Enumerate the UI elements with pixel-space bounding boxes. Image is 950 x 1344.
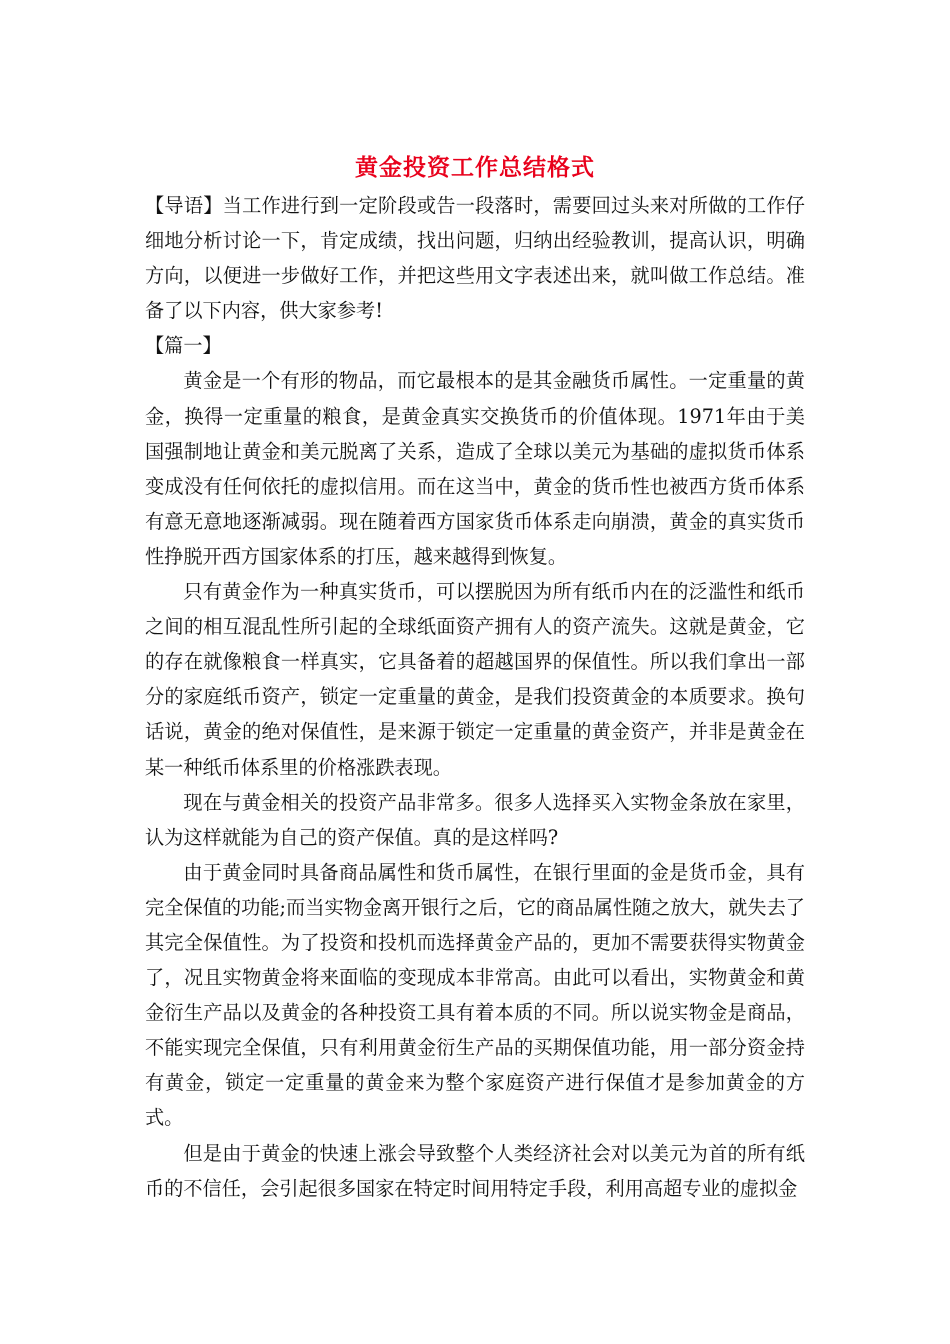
body-paragraph: 但是由于黄金的快速上涨会导致整个人类经济社会对以美元为首的所有纸币的不信任，会引起很多国家在特定时间用特定手段，利用高超专业的虚拟金 (145, 1141, 805, 1200)
body-paragraph: 现在与黄金相关的投资产品非常多。很多人选择买入实物金条放在家里，认为这样就能为自己的资产保值。真的是这样吗? (145, 790, 805, 849)
document-title: 黄金投资工作总结格式 (355, 154, 595, 181)
intro-paragraph: 【导语】当工作进行到一定阶段或告一段落时，需要回过头来对所做的工作仔细地分析讨论一下，肯定成绩，找出问题，归纳出经验教训，提高认识，明确方向，以便进一步做好工作，并把这些用文字表述出来，就叫做工作总结。准备了以下内容，供大家参考! (145, 194, 805, 323)
body-paragraph: 黄金是一个有形的物品，而它最根本的是其金融货币属性。一定重量的黄金，换得一定重量的粮食，是黄金真实交换货币的价值体现。1971年由于美国强制地让黄金和美元脱离了关系，造成了全球以美元为基础的虚拟货币体系变成没有任何依托的虚拟信用。而在这当中，黄金的货币性也被西方货币体系有意无意地逐渐减弱。现在随着西方国家货币体系走向崩溃，黄金的真实货币性挣脱开西方国家体系的打压，越来越得到恢复。 (145, 369, 805, 568)
section-label: 【篇一】 (145, 334, 222, 358)
body-paragraph: 只有黄金作为一种真实货币，可以摆脱因为所有纸币内在的泛滥性和纸币之间的相互混乱性所引起的全球纸面资产拥有人的资产流失。这就是黄金，它的存在就像粮食一样真实，它具备着的超越国界的保值性。所以我们拿出一部分的家庭纸币资产，锁定一定重量的黄金，是我们投资黄金的本质要求。换句话说，黄金的绝对保值性，是来源于锁定一定重量的黄金资产，并非是黄金在某一种纸币体系里的价格涨跌表现。 (145, 580, 805, 779)
document-body (145, 150, 805, 1206)
body-paragraph: 由于黄金同时具备商品属性和货币属性，在银行里面的金是货币金，具有完全保值的功能;而当实物金离开银行之后，它的商品属性随之放大，就失去了其完全保值性。为了投资和投机而选择黄金产品的，更加不需要获得实物黄金了，况且实物黄金将来面临的变现成本非常高。由此可以看出，实物黄金和黄金衍生产品以及黄金的各种投资工具有着本质的不同。所以说实物金是商品，不能实现完全保值，只有利用黄金衍生产品的买期保值功能，用一部分资金持有黄金，锁定一定重量的黄金来为整个家庭资产进行保值才是参加黄金的方式。 (145, 860, 805, 1130)
